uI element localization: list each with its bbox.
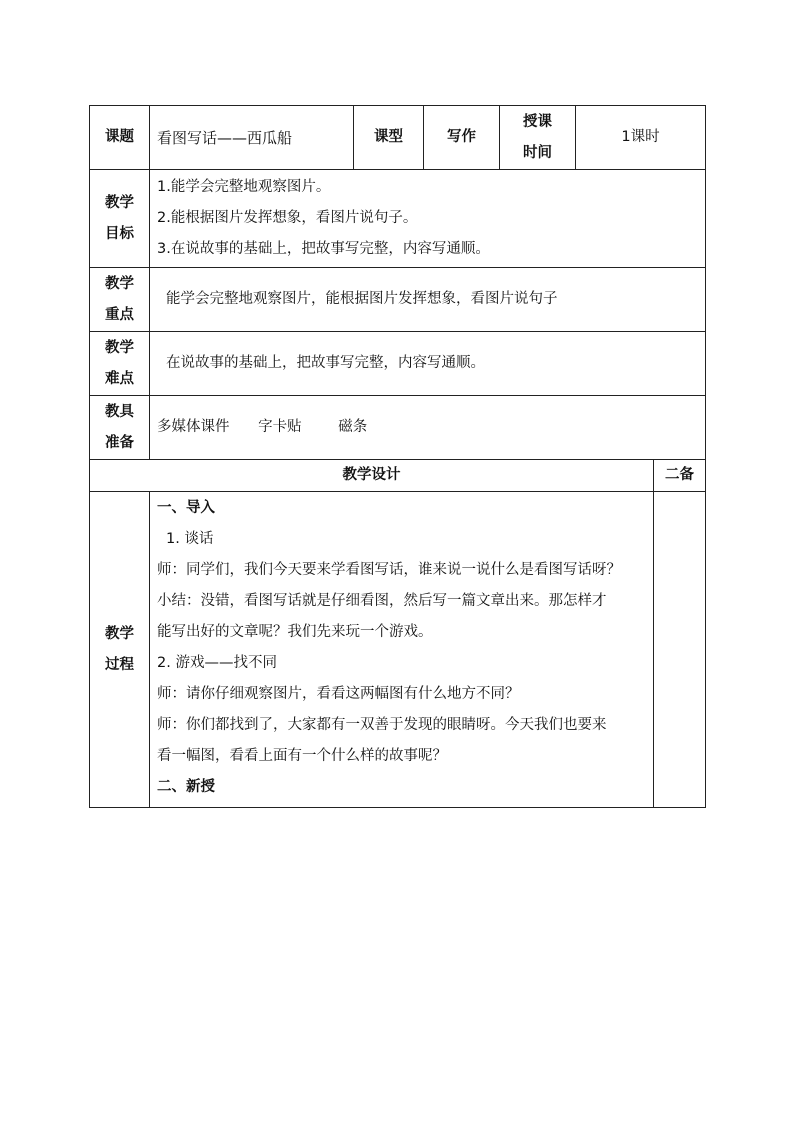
goals-label-line1: 教学 [105, 194, 134, 211]
type-label: 课型 [354, 106, 424, 170]
time-value: 1课时 [576, 106, 706, 170]
materials-label [90, 396, 150, 460]
difficulties-label-line1: 教学 [105, 339, 134, 356]
difficulties-label [90, 332, 150, 396]
key-points-label-line2: 重点 [105, 306, 134, 323]
key-points-label [90, 268, 150, 332]
difficulties-text: 在说故事的基础上，把故事写完整，内容写通顺。 [166, 355, 485, 371]
process-label-line2: 过程 [105, 656, 134, 673]
materials-label-line2: 准备 [105, 434, 134, 451]
design-title: 教学设计 [90, 460, 654, 492]
topic-label: 课题 [90, 106, 150, 170]
topic-value: 看图写话——西瓜船 [150, 106, 354, 170]
process-line: 师：同学们，我们今天要来学看图写话，谁来说一说什么是看图写话呀？ [157, 562, 621, 578]
materials-content [150, 396, 706, 460]
time-label-line1: 授课 [523, 113, 552, 130]
lesson-plan-table [89, 105, 706, 808]
process-content [150, 492, 654, 808]
process-line: 1. 谈话 [166, 531, 214, 547]
goal-item: 2.能根据图片发挥想象，看图片说句子。 [157, 210, 418, 226]
goal-item: 3.在说故事的基础上，把故事写完整，内容写通顺。 [157, 241, 490, 257]
design-row [90, 460, 706, 492]
process-line: 能写出好的文章呢？我们先来玩一个游戏。 [157, 624, 433, 640]
material-item: 多媒体课件 [157, 419, 230, 435]
difficulties-label-line2: 难点 [105, 370, 134, 387]
materials-list [157, 412, 701, 443]
key-points-row [90, 268, 706, 332]
process-label [90, 492, 150, 808]
materials-row [90, 396, 706, 460]
process-line: 看一幅图，看看上面有一个什么样的故事呢？ [157, 748, 447, 764]
material-item: 磁条 [338, 419, 368, 435]
material-item: 字卡贴 [258, 419, 302, 435]
goals-label [90, 170, 150, 268]
second-prep-label: 二备 [654, 460, 706, 492]
difficulties-content [150, 332, 706, 396]
key-points-text: 能学会完整地观察图片，能根据图片发挥想象，看图片说句子 [166, 291, 558, 307]
key-points-label-line1: 教学 [105, 275, 134, 292]
goal-item: 1.能学会完整地观察图片。 [157, 179, 331, 195]
process-line: 小结：没错，看图写话就是仔细看图，然后写一篇文章出来。那怎样才 [157, 593, 607, 609]
process-line: 师：请你仔细观察图片，看看这两幅图有什么地方不同？ [157, 686, 520, 702]
section-heading: 二、新授 [157, 779, 215, 795]
process-line: 2. 游戏——找不同 [157, 655, 277, 671]
process-row [90, 492, 706, 808]
second-prep-cell [654, 492, 706, 808]
goals-row [90, 170, 706, 268]
time-label [500, 106, 576, 170]
time-label-line2: 时间 [523, 144, 552, 161]
key-points-content [150, 268, 706, 332]
process-label-line1: 教学 [105, 625, 134, 642]
header-row [90, 106, 706, 170]
materials-label-line1: 教具 [105, 403, 134, 420]
type-value: 写作 [424, 106, 500, 170]
section-heading: 一、导入 [157, 500, 215, 516]
goals-content [150, 170, 706, 268]
goals-label-line2: 目标 [105, 225, 134, 242]
process-line: 师：你们都找到了，大家都有一双善于发现的眼睛呀。今天我们也要来 [157, 717, 607, 733]
difficulties-row [90, 332, 706, 396]
